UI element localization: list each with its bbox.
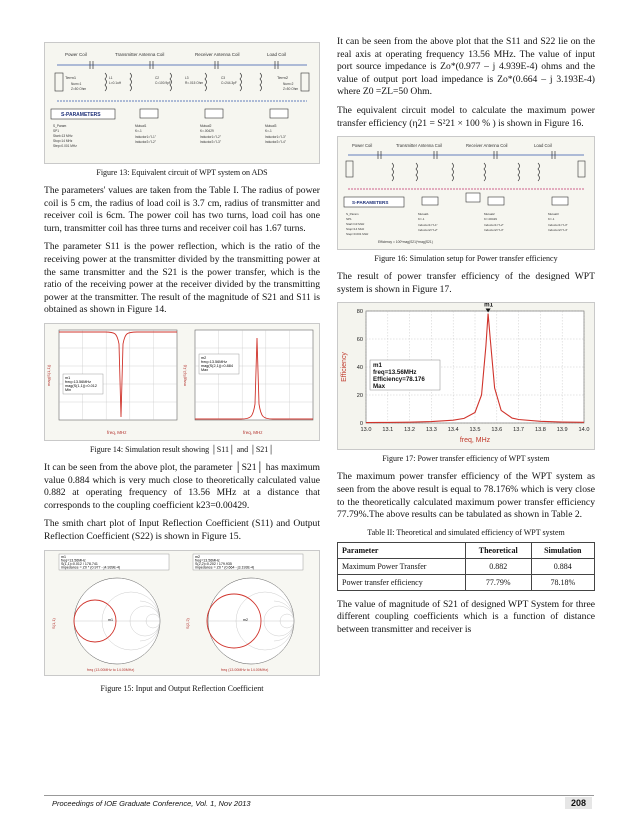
x-tick-label: 13.2 bbox=[404, 427, 416, 434]
marker-label: m1 bbox=[108, 617, 113, 622]
marker-readout-line: m1 bbox=[373, 362, 382, 370]
y-tick-label: 20 bbox=[356, 393, 363, 400]
marker-text: m2 bbox=[195, 554, 200, 559]
marker-text: impedance = Z0 * (0.664 - j3.193E-4) bbox=[195, 565, 255, 569]
x-tick-label: 14.0 bbox=[578, 427, 590, 434]
marker-text: mag(S(2,1))=0.884 bbox=[201, 363, 233, 368]
x-tick-label: 13.5 bbox=[469, 427, 481, 434]
efficiency-chart bbox=[338, 303, 594, 449]
figure-13-circuit bbox=[44, 42, 320, 164]
svg-text:Z=50 Ohm: Z=50 Ohm bbox=[283, 87, 299, 91]
table-row bbox=[338, 574, 595, 590]
block-label: Receiver Antenna Coil bbox=[466, 143, 508, 149]
s11-plot bbox=[46, 330, 177, 435]
block-label: Receiver Antenna Coil bbox=[195, 52, 240, 57]
circuit-diagram bbox=[45, 43, 319, 163]
table-cell: Maximum Power Transfer bbox=[338, 558, 466, 574]
paragraph: The value of magnitude of S21 of designed WPT System for three different coupling coefficients which is a function of distance between transmitter and receiver is bbox=[337, 598, 595, 635]
svg-text:Inductor1="L1": Inductor1="L1" bbox=[418, 223, 438, 228]
svg-text:Start=13 MHz: Start=13 MHz bbox=[53, 134, 73, 138]
svg-text:Inductor2="L4": Inductor2="L4" bbox=[265, 140, 286, 144]
svg-text:C=100.9pF: C=100.9pF bbox=[155, 81, 171, 85]
paragraph: The parameters' values are taken from the Table I. The radius of power coil is 5 cm, the radius of load coil is 3.7 cm, radius of transmitter and receiver coil is 6cm. The power coil has two turns, load coil has one turn, transmitter coil has three turns and receiver coil has 1.67 turns. bbox=[44, 185, 320, 234]
svg-text:K=-1: K=-1 bbox=[135, 129, 142, 133]
block-label: Transmitter Antenna Coil bbox=[396, 143, 442, 149]
svg-text:Mutual2: Mutual2 bbox=[200, 124, 212, 128]
smith-label: S(1,1) bbox=[51, 617, 56, 629]
freq-range: freq (13.00MHz to 14.00MHz) bbox=[221, 667, 269, 672]
svg-text:R=.015 Ohm: R=.015 Ohm bbox=[185, 81, 204, 85]
figure-16-caption: Figure 16: Simulation setup for Power transfer efficiency bbox=[374, 254, 558, 264]
svg-text:K=-1: K=-1 bbox=[265, 129, 272, 133]
svg-text:Stop=14 MHz: Stop=14 MHz bbox=[346, 227, 365, 232]
block-label: Power Coil bbox=[352, 143, 373, 149]
table-cell: 77.79% bbox=[465, 574, 531, 590]
svg-text:Mutual2: Mutual2 bbox=[484, 212, 495, 217]
sparam-label: S-PARAMETERS bbox=[61, 112, 101, 118]
page-footer bbox=[44, 795, 594, 811]
svg-text:Step=0.001 MHz: Step=0.001 MHz bbox=[346, 232, 369, 237]
table-cell: 78.18% bbox=[531, 574, 594, 590]
comparison-table bbox=[337, 542, 595, 591]
paragraph: The smith chart plot of Input Reflection Coefficient (S11) and Output Reflection Coefficient (S22) is shown in Figure 15. bbox=[44, 518, 320, 542]
s-param-plots bbox=[45, 324, 319, 440]
svg-text:Inductor2="L2": Inductor2="L2" bbox=[418, 228, 438, 233]
paragraph bbox=[337, 105, 595, 130]
x-tick-label: 13.7 bbox=[513, 427, 525, 434]
block-label: Load Coil bbox=[267, 52, 287, 57]
marker-label: m2 bbox=[243, 617, 248, 622]
sparam-label: S-PARAMETERS bbox=[352, 200, 389, 206]
marker-text: freq=13.56MHz bbox=[195, 558, 220, 562]
svg-text:Stop=14 MHz: Stop=14 MHz bbox=[53, 139, 73, 143]
svg-text:Mutual1: Mutual1 bbox=[418, 212, 429, 217]
x-axis-label: freq, MHz bbox=[459, 437, 491, 445]
marker-text: Min bbox=[65, 387, 72, 392]
svg-text:C2: C2 bbox=[155, 76, 160, 80]
freq-range: freq (13.00MHz to 14.00MHz) bbox=[87, 667, 135, 672]
marker-text: m1 bbox=[65, 375, 71, 380]
figure-13-caption: Figure 13: Equivalent circuit of WPT system on ADS bbox=[96, 168, 268, 177]
svg-text:C3: C3 bbox=[221, 76, 226, 80]
svg-text:Num=1: Num=1 bbox=[71, 82, 82, 86]
svg-text:Mutual1: Mutual1 bbox=[135, 124, 147, 128]
smith-label: S(2,2) bbox=[185, 617, 190, 629]
paragraph: It can be seen from the above plot that the S11 and S22 lie on the real axis at operating frequency 13.56 MHz. The value of input port source impedance is Zo*(0.977 – j 4.939E-4) ohms and the value of output port load impedance is Zo*(0.664 – j 3.193E-4) where Z0 =ZL=50 Ohm. bbox=[337, 36, 595, 98]
paragraph: The result of power transfer efficiency of the designed WPT system is shown in Figure 17. bbox=[337, 271, 595, 295]
s21-plot bbox=[182, 330, 313, 435]
svg-text:S_Param: S_Param bbox=[53, 124, 67, 128]
svg-text:Step=0.001 MHz: Step=0.001 MHz bbox=[53, 144, 77, 148]
marker-text: m2 bbox=[201, 355, 207, 360]
marker-text: Max bbox=[201, 367, 209, 372]
paragraph: The maximum power transfer efficiency of the WPT system as seen from the above result is equal to 78.176% which is very close to the theoretically calculated maximum power transfer efficiency 77.79%.The above results can be tabulated as shown in Table 2. bbox=[337, 471, 595, 521]
x-tick-label: 13.1 bbox=[382, 427, 394, 434]
marker-readout-line: Max bbox=[373, 383, 386, 391]
svg-text:SP1: SP1 bbox=[53, 129, 60, 133]
figure-15-smith bbox=[44, 550, 320, 676]
figure-14-caption: Figure 14: Simulation result showing │S11│ and │S21│ bbox=[90, 444, 274, 454]
figure-14-plots bbox=[44, 323, 320, 441]
y-axis-label: mag(S(1,1)) bbox=[46, 364, 51, 386]
figure-17-caption: Figure 17: Power transfer efficiency of WPT system bbox=[382, 454, 550, 464]
table-cell: 0.882 bbox=[465, 558, 531, 574]
svg-text:Z=50 Ohm: Z=50 Ohm bbox=[71, 87, 87, 91]
journal-name: Proceedings of IOE Graduate Conference, Vol. 1, Nov 2013 bbox=[52, 799, 251, 808]
right-column bbox=[337, 36, 595, 643]
equation-label: Efficiency = 100*mag(S21)*mag(S21) bbox=[378, 240, 433, 245]
marker-readout-line: freq=13.56MHz bbox=[373, 369, 417, 377]
svg-text:Inductor1="L1": Inductor1="L1" bbox=[135, 135, 156, 139]
svg-text:Mutual3: Mutual3 bbox=[265, 124, 277, 128]
column-header: Simulation bbox=[531, 542, 594, 558]
svg-text:Inductor1="L2": Inductor1="L2" bbox=[200, 135, 221, 139]
marker-text: S(1,1)=0.012 / 178.741 bbox=[61, 561, 98, 566]
svg-text:Inductor2="L2": Inductor2="L2" bbox=[135, 140, 156, 144]
svg-text:Inductor2="L3": Inductor2="L3" bbox=[484, 228, 504, 233]
left-column bbox=[44, 40, 320, 701]
svg-text:L=0.1uH: L=0.1uH bbox=[109, 81, 122, 85]
svg-text:K=-1: K=-1 bbox=[548, 217, 555, 222]
port1-label: Term1 bbox=[65, 75, 77, 80]
svg-text:Inductor2="L4": Inductor2="L4" bbox=[548, 228, 568, 233]
x-tick-label: 13.4 bbox=[447, 427, 459, 434]
marker-text: S(2,2)=0.202 / 179.935 bbox=[195, 561, 232, 566]
y-tick-label: 60 bbox=[356, 337, 363, 344]
efficiency-circuit bbox=[338, 137, 594, 249]
y-tick-label: 0 bbox=[359, 421, 363, 428]
svg-text:Inductor1="L3": Inductor1="L3" bbox=[548, 223, 568, 228]
marker-text: m1 bbox=[61, 554, 66, 559]
svg-text:K=.00429: K=.00429 bbox=[484, 217, 497, 222]
x-tick-label: 13.6 bbox=[491, 427, 503, 434]
y-tick-label: 40 bbox=[356, 365, 363, 372]
smith-charts bbox=[45, 551, 319, 675]
marker-name: m1 bbox=[484, 303, 494, 309]
column-header: Theoretical bbox=[465, 542, 531, 558]
svg-text:L3: L3 bbox=[185, 76, 189, 80]
svg-text:K=-1: K=-1 bbox=[418, 217, 425, 222]
figure-15-caption: Figure 15: Input and Output Reflection Coefficient bbox=[100, 683, 264, 693]
marker-text: impedance = Z0 * (0.977 - j4.939E-4) bbox=[61, 565, 121, 569]
marker-text: freq=13.56MHz bbox=[201, 359, 228, 364]
svg-text:Inductor1="L2": Inductor1="L2" bbox=[484, 223, 504, 228]
svg-text:C=244.3pF: C=244.3pF bbox=[221, 81, 237, 85]
paragraph: It can be seen from the above plot, the parameter │S21│ has maximum value 0.884 which is very much close to theoretically calculated value 0.882 at operating frequency of 13.56 MHz at a distance that corresponds to the coupling coefficient k23=0.00429. bbox=[44, 461, 320, 511]
x-tick-label: 13.3 bbox=[425, 427, 437, 434]
block-label: Transmitter Antenna Coil bbox=[115, 52, 165, 57]
y-axis-label: mag(S(2,1)) bbox=[182, 364, 187, 386]
port2-label: Term2 bbox=[277, 75, 289, 80]
table-2-caption: Table II: Theoretical and simulated efficiency of WPT system bbox=[367, 527, 565, 537]
svg-text:Inductor2="L3": Inductor2="L3" bbox=[200, 140, 221, 144]
x-axis-label: freq, MHz bbox=[107, 429, 127, 435]
y-tick-label: 80 bbox=[356, 309, 363, 316]
svg-text:Mutual3: Mutual3 bbox=[548, 212, 559, 217]
efficiency-formula-text: The equivalent circuit model to calculate the maximum power transfer efficiency (η21 = S²21 × 100 % ) is shown in Figure 16. bbox=[337, 104, 595, 129]
marker-text: freq=13.56MHz bbox=[61, 558, 86, 562]
svg-text:Start=13 MHz: Start=13 MHz bbox=[346, 222, 365, 227]
marker-readout-line: Efficiency=78.176 bbox=[373, 376, 425, 384]
table-cell: Power transfer efficiency bbox=[338, 574, 466, 590]
x-tick-label: 13.9 bbox=[556, 427, 568, 434]
svg-text:L1: L1 bbox=[109, 76, 113, 80]
block-label: Power Coil bbox=[65, 52, 87, 57]
marker-text: freq=13.56MHz bbox=[65, 379, 92, 384]
svg-text:Inductor1="L3": Inductor1="L3" bbox=[265, 135, 286, 139]
table-header-row bbox=[338, 542, 595, 558]
svg-text:S_Param: S_Param bbox=[346, 212, 359, 217]
table-row bbox=[338, 558, 595, 574]
table-cell: 0.884 bbox=[531, 558, 594, 574]
svg-text:K=.00429: K=.00429 bbox=[200, 129, 214, 133]
marker-text: mag(S(1,1))=0.012 bbox=[65, 383, 97, 388]
column-header: Parameter bbox=[338, 542, 466, 558]
paragraph: The parameter S11 is the power reflection, which is the ratio of the receiving power at the transmitter divided by the transmitting power at the same transmitter and the S21 is the power transfer, which is the ratio of the receiving power at the receiver divided by the transmitting power at the transmitter. The result of the magnitude of S21 and S11 is obtained as shown in Figure 14. bbox=[44, 241, 320, 316]
x-tick-label: 13.8 bbox=[534, 427, 546, 434]
figure-17-chart bbox=[337, 302, 595, 450]
x-axis-label: freq, MHz bbox=[243, 429, 263, 435]
svg-text:SP1: SP1 bbox=[346, 217, 352, 222]
svg-text:Num=2: Num=2 bbox=[283, 82, 294, 86]
figure-16-circuit bbox=[337, 136, 595, 250]
page-number: 208 bbox=[565, 797, 592, 809]
y-axis-label: Efficiency bbox=[341, 352, 348, 383]
x-tick-label: 13.0 bbox=[360, 427, 372, 434]
block-label: Load Coil bbox=[534, 143, 552, 149]
